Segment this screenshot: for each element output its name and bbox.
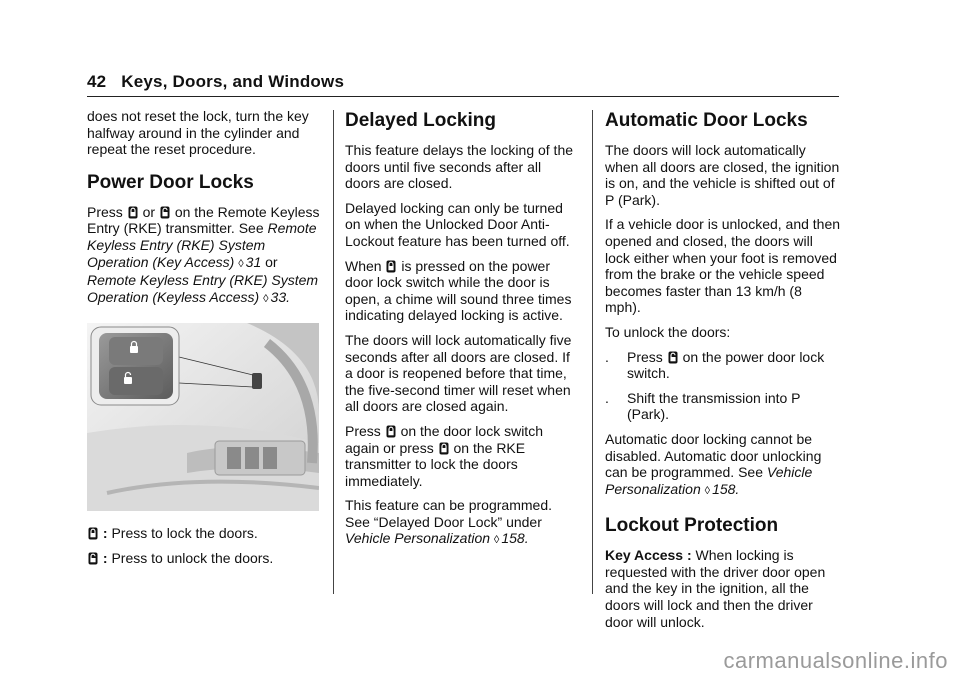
unlock-icon [88,552,98,565]
lock-icon [88,527,98,540]
unlock-icon [160,206,170,219]
xref-icon: ◊ [704,484,711,497]
lock-icon [128,206,138,219]
page-ref-33[interactable]: 33 [270,288,287,305]
bullet-mark: . [605,348,609,365]
page-ref-158[interactable]: 158 [712,480,736,497]
auto-locks-p2: If a vehicle door is unlocked, and then opened and closed, the doors will lock either when your foot is removed from the brake or the vehicle speed becomes faster than 13 km/h (8 mph). [605,216,841,316]
lock-icon [386,425,396,438]
delayed-locking-p3: When is pressed on the power door lock switch while the door is open, a chime will sound three times indicating delayed locking is active. [345,257,572,324]
delayed-locking-p4: The doors will lock automatically five seconds after all doors are closed. If a door is reopened before that time, the five-second timer will reset when all doors are closed again. [345,331,572,415]
list-item: . Shift the transmission into P (Park). [605,389,801,423]
xref-icon: ◊ [493,534,500,547]
watermark: carmanualsonline.info [723,648,948,673]
key-access-paragraph: Key Access : When locking is requested with the driver door open and the key in the ignition, all the doors will lock and then the driver door will unlock. [605,547,826,630]
link-rke-keyless-access[interactable]: Remote Keyless Entry (RKE) System Operation (Keyless Access) [87,272,319,305]
door-lock-switch-photo [87,323,319,511]
link-rke-key-access[interactable]: Remote Keyless Entry (RKE) System Operation (Key Access) [87,220,317,270]
bullet-mark: . [605,389,609,406]
column-divider-2 [592,110,593,594]
column-1 [87,108,323,575]
section-title: Keys, Doors, and Windows [121,72,345,91]
page-number: 42 [87,72,107,91]
heading-lockout-protection: Lockout Protection [605,515,779,537]
column-divider-1 [333,110,334,594]
heading-power-door-locks: Power Door Locks [87,171,254,193]
page-header [87,72,839,92]
page-ref-31[interactable]: 31 [245,253,262,270]
heading-automatic-door-locks: Automatic Door Locks [605,110,808,131]
heading-delayed-locking: Delayed Locking [345,110,496,131]
lock-icon [386,260,396,273]
power-door-locks-paragraph: Press or on the Remote Keyless Entry (RKE) transmitter. See Remote Keyless Entry (RKE) System Operation (Key Access) ◊ 31 or Remote Keyless Entry (RKE) System Operation (Keyless Access) ◊ 33. [87,203,320,305]
unlock-icon [668,351,678,364]
legend-unlock: : Press to unlock the doors. [87,550,323,567]
header-rule [87,96,839,97]
list-item: . Press on the power door lock switch. [605,348,825,382]
column-3 [605,108,841,638]
xref-icon: ◊ [238,257,244,270]
xref-icon: ◊ [263,292,269,305]
unlock-steps-list [605,349,841,423]
auto-locks-p1: The doors will lock automatically when all doors are closed, the ignition is on, and the vehicle is shifted out of P (Park). [605,142,840,208]
delayed-locking-p6: This feature can be programmed. See “Delayed Door Lock” under Vehicle Personalization ◊ 158. [345,497,552,547]
delayed-locking-p5: Press on the door lock switch again or press on the RKE transmitter to lock the doors immediately. [345,422,543,489]
lock-icon [439,442,449,455]
intro-paragraph: does not reset the lock, turn the key halfway around in the cylinder and repeat the reset procedure. [87,108,309,158]
column-2 [345,108,578,557]
page-ref-158[interactable]: 158 [501,530,525,547]
key-access-label: Key Access : [605,547,692,564]
legend-lock: : Press to lock the doors. [87,525,323,542]
delayed-locking-p2: Delayed locking can only be turned on when the Unlocked Door Anti-Lockout feature has been turned off. [345,199,570,249]
link-vehicle-personalization[interactable]: Vehicle Personalization [345,530,491,547]
link-vehicle-personalization[interactable]: Vehicle Personalization [605,464,813,497]
delayed-locking-p1: This feature delays the locking of the doors until five seconds after all doors are closed. [345,142,574,192]
auto-locks-p4: Automatic door locking cannot be disabled. Automatic door unlocking can be programmed. See Vehicle Personalization ◊ 158. [605,430,822,497]
auto-locks-p3: To unlock the doors: [605,323,731,340]
